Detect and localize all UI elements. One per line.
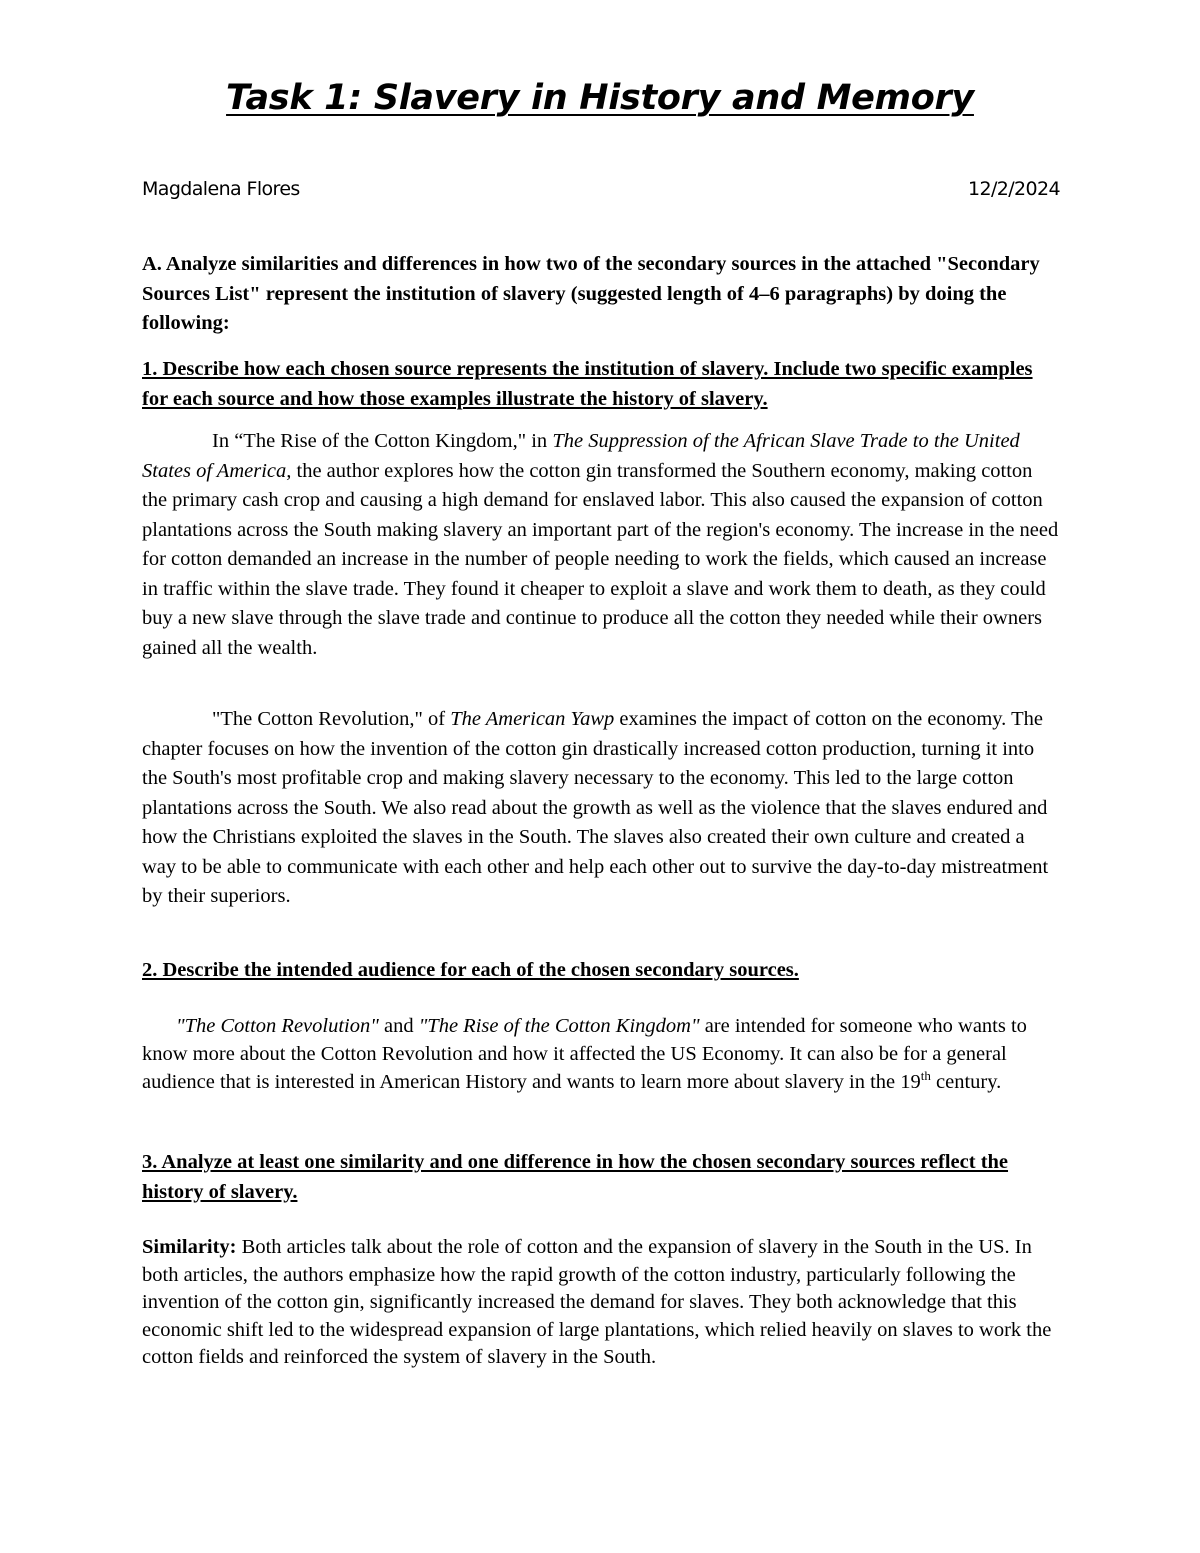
paragraph-4: [142, 1234, 1060, 1372]
question-2-heading: 2. Describe the intended audience for each of the chosen secondary sources.: [142, 959, 799, 981]
paragraph-1: [142, 427, 1060, 663]
paragraph-3-body: are intended for someone who wants to know more about the Cotton Revolution and how it affected the US Economy. It can also be for a general audience that is interested in American History and wants to learn more about slavery in the 19: [142, 1015, 1027, 1093]
paragraph-4-body: Both articles talk about the role of cotton and the expansion of slavery in the South in the US. In both articles, the authors emphasize how the rapid growth of the cotton industry, particularly following the invention of the cotton gin, significantly increased the demand for slaves. They both acknowledge that this economic shift led to the widespread expansion of large plantations, which relied heavily on slaves to work the cotton fields and reinforced the system of slavery in the South.: [142, 1236, 1052, 1368]
paragraph-1-book-title: The Suppression of the African Slave Trade to the United States of America,: [142, 430, 1020, 482]
paragraph-3: [142, 1012, 1060, 1096]
document-date: 12/2/2024: [967, 178, 1060, 200]
document-title: Task 1: Slavery in History and Memory: [226, 78, 974, 118]
section-a-prompt: [142, 250, 1060, 339]
paragraph-2-book-title: The American Yawp: [450, 708, 615, 730]
paragraph-2-text: [142, 705, 1060, 912]
question-1-heading: 1. Describe how each chosen source represents the institution of slavery. Include two specific examples for each source and how those examples illustrate the history of slavery.: [142, 358, 1033, 410]
paragraph-3-superscript: th: [920, 1068, 931, 1084]
paragraph-1-text: [142, 427, 1060, 663]
paragraph-2: [142, 705, 1060, 912]
paragraph-4-text: [142, 1234, 1060, 1372]
paragraph-1-intro: In “The Rise of the Cotton Kingdom," in: [212, 430, 553, 452]
similarity-label: Similarity:: [142, 1236, 237, 1258]
question-3: [142, 1148, 1060, 1207]
paragraph-3-and: and: [378, 1015, 419, 1037]
paragraph-3-end: century.: [930, 1071, 1002, 1093]
question-3-heading: 3. Analyze at least one similarity and one difference in how the chosen secondary sources reflect the history of slavery.: [142, 1151, 1009, 1203]
paragraph-3-source-1: "The Cotton Revolution": [176, 1015, 379, 1037]
question-2: [142, 956, 1060, 986]
paragraph-3-text: [142, 1012, 1060, 1096]
paragraph-2-intro: "The Cotton Revolution," of: [212, 708, 451, 730]
paragraph-2-body: examines the impact of cotton on the economy. The chapter focuses on how the invention of the cotton gin drastically increased cotton production, turning it into the South's most profitable crop and making slavery necessary to the economy. This led to the large cotton plantations across the South. We also read about the growth as well as the violence that the slaves endured and how the Christians exploited the slaves in the South. The slaves also created their own culture and created a way to be able to communicate with each other and help each other out to survive the day-to-day mistreatment by their superiors.: [142, 708, 1049, 907]
question-1: [142, 355, 1060, 414]
section-a-heading: A. Analyze similarities and differences in how two of the secondary sources in the attached "Secondary Sources List" represent the institution of slavery (suggested length of 4–6 paragraphs) by doing the following:: [142, 253, 1040, 334]
author-name: Magdalena Flores: [142, 178, 300, 200]
paragraph-3-source-2: "The Rise of the Cotton Kingdom": [418, 1015, 700, 1037]
paragraph-1-body: the author explores how the cotton gin transformed the Southern economy, making cotton the primary cash crop and causing a high demand for enslaved labor. This also caused the expansion of cotton plantations across the South making slavery an important part of the region's economy. The increase in the need for cotton demanded an increase in the number of people needing to work the fields, which caused an increase in traffic within the slave trade. They found it cheaper to exploit a slave and work them to death, as they could buy a new slave through the slave trade and continue to produce all the cotton they needed while their owners gained all the wealth.: [142, 459, 1059, 659]
